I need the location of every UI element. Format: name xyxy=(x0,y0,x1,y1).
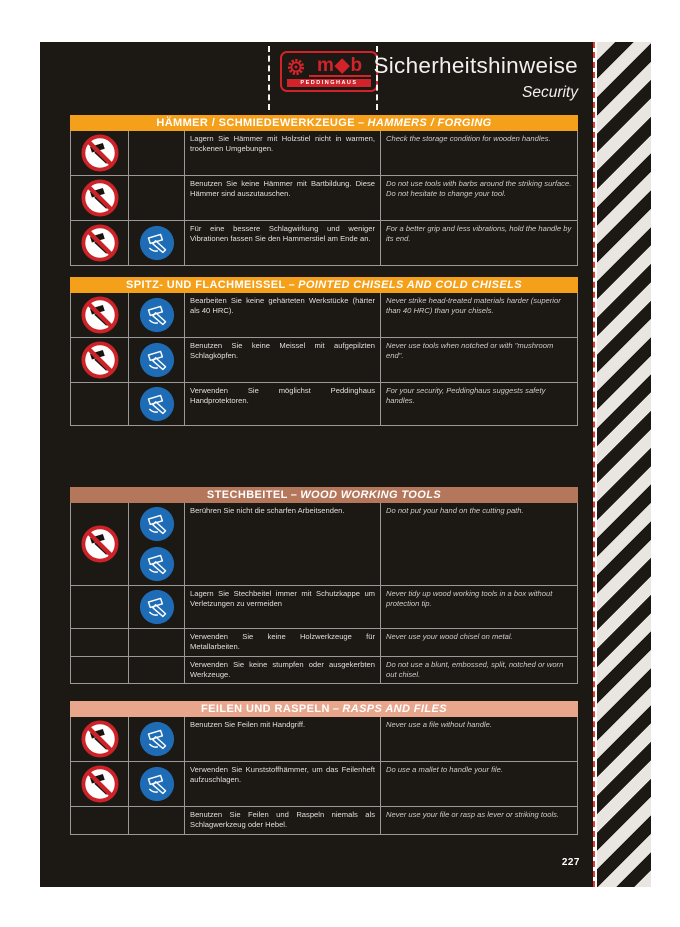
mandatory-cell xyxy=(129,629,185,656)
mandatory-cell xyxy=(129,338,185,382)
mandatory-cell xyxy=(129,293,185,337)
instruction-en: Never strike head-treated materials harder (superior than 40 HRC) than your chisels. xyxy=(386,296,561,316)
red-dashed-crop-line xyxy=(593,42,595,887)
section-title-separator: – xyxy=(357,117,365,129)
page-subtitle: Security xyxy=(522,84,578,101)
prohibition-hard-material-icon xyxy=(81,296,119,334)
safety-table xyxy=(70,293,578,426)
safety-row xyxy=(71,220,577,265)
sections-container xyxy=(70,115,578,835)
instruction-en: Never use your file or rasp as lever or striking tools. xyxy=(386,810,560,819)
section-header-pointed-cold-chisels xyxy=(70,277,578,293)
safety-row xyxy=(71,382,577,425)
section-header-rasps-and-files xyxy=(70,701,578,717)
instruction-de: Für eine bessere Schlagwirkung und weniger Vibrationen fassen Sie den Hammerstiel am Ende an. xyxy=(185,221,381,265)
catalog-page xyxy=(40,42,593,887)
prohibition-cell xyxy=(71,176,129,220)
instruction-de: Lagern Sie Hämmer mit Holzstiel nicht in warmen, trockenen Umgebungen. xyxy=(185,131,381,175)
page-number: 227 xyxy=(561,857,580,868)
instruction-en: Never tidy up wood working tools in a box without protection tip. xyxy=(386,589,553,609)
prohibition-cell xyxy=(71,338,129,382)
mandatory-cell xyxy=(129,717,185,761)
instruction-de: Benutzen Sie keine Hämmer mit Bartbildung. Diese Hämmer sind auszutauschen. xyxy=(185,176,381,220)
prohibition-grip-near-head-icon xyxy=(81,224,119,262)
instruction-de: Benutzen Sie Feilen und Raspeln niemals als Schlagwerkzeug oder Hebel. xyxy=(185,807,381,834)
section-header-wood-working-tools xyxy=(70,487,578,503)
mandatory-mallet-icon xyxy=(139,766,175,802)
instruction-en: Never use a file without handle. xyxy=(386,720,492,729)
safety-row xyxy=(71,175,577,220)
edge-stripes xyxy=(597,42,651,887)
section-hammers-forging xyxy=(70,115,578,266)
instruction-en: Never use your wood chisel on metal. xyxy=(386,632,513,641)
section-title-de: HÄMMER / SCHMIEDEWERKZEUGE xyxy=(156,117,355,129)
mandatory-cell xyxy=(129,657,185,684)
mandatory-protective-cap-icon xyxy=(139,589,175,625)
mandatory-cell xyxy=(129,221,185,265)
section-title-de: STECHBEITEL xyxy=(206,489,288,501)
gear-icon xyxy=(287,58,305,76)
brand-wordmark: m◆b xyxy=(309,57,371,77)
instruction-de: Bearbeiten Sie keine gehärteten Werkstücke (härter als 40 HRC). xyxy=(185,293,381,337)
prohibition-strike-file-icon xyxy=(81,765,119,803)
safety-row xyxy=(71,337,577,382)
section-title-de: SPITZ- UND FLACHMEISSEL xyxy=(126,279,286,291)
page-title: Sicherheitshinweise xyxy=(373,53,578,78)
section-wood-working-tools xyxy=(70,487,578,684)
prohibition-file-without-handle-icon xyxy=(81,720,119,758)
safety-row xyxy=(71,761,577,806)
mandatory-clamp-work-icon xyxy=(139,546,175,582)
mandatory-cut-away-from-hand-icon xyxy=(139,506,175,542)
instruction-de: Verwenden Sie möglichst Peddinghaus Handprotektoren. xyxy=(185,383,381,425)
prohibition-cell xyxy=(71,503,129,585)
mandatory-cell xyxy=(129,807,185,834)
section-header-hammers-forging xyxy=(70,115,578,131)
instruction-de: Benutzen Sie Feilen mit Handgriff. xyxy=(185,717,381,761)
mandatory-grip-end-icon xyxy=(139,225,175,261)
prohibition-touch-edge-icon xyxy=(81,525,119,563)
safety-table xyxy=(70,717,578,835)
safety-table xyxy=(70,131,578,266)
instruction-en: Check the storage condition for wooden handles. xyxy=(386,134,551,143)
prohibition-cell xyxy=(71,657,129,684)
section-pointed-cold-chisels xyxy=(70,277,578,426)
instruction-de: Verwenden Sie keine stumpfen oder ausgekerbten Werkzeuge. xyxy=(185,657,381,684)
instruction-en: For your security, Peddinghaus suggests safety handles. xyxy=(386,386,546,406)
safety-row xyxy=(71,293,577,337)
mandatory-cell xyxy=(129,762,185,806)
mandatory-chisel-use-icon xyxy=(139,297,175,333)
page-header xyxy=(373,53,578,102)
mandatory-file-with-handle-icon xyxy=(139,721,175,757)
instruction-en: For a better grip and less vibrations, hold the handle by its end. xyxy=(386,224,572,244)
section-title-separator: – xyxy=(288,279,296,291)
safety-row xyxy=(71,131,577,175)
mandatory-cell xyxy=(129,586,185,628)
prohibition-mushroom-head-icon xyxy=(81,341,119,379)
mandatory-hand-protector-icon xyxy=(139,386,175,422)
brand-logo xyxy=(280,51,378,92)
prohibition-cell xyxy=(71,629,129,656)
mandatory-dressed-head-icon xyxy=(139,342,175,378)
section-title-en: WOOD WORKING TOOLS xyxy=(300,489,442,501)
mandatory-cell xyxy=(129,176,185,220)
mandatory-cell xyxy=(129,383,185,425)
instruction-de: Lagern Sie Stechbeitel immer mit Schutzkappe um Verletzungen zu vermeiden xyxy=(185,586,381,628)
prohibition-cell xyxy=(71,221,129,265)
safety-table xyxy=(70,503,578,684)
prohibition-cell xyxy=(71,383,129,425)
instruction-de: Berühren Sie nicht die scharfen Arbeitsenden. xyxy=(185,503,381,585)
mandatory-cell xyxy=(129,503,185,585)
section-title-separator: – xyxy=(290,489,298,501)
prohibition-cell xyxy=(71,762,129,806)
dashed-separator-left xyxy=(268,46,270,110)
section-title-en: HAMMERS / FORGING xyxy=(367,117,492,129)
instruction-de: Benutzen Sie keine Meissel mit aufgepilzten Schlagköpfen. xyxy=(185,338,381,382)
instruction-en: Do not use tools with barbs around the striking surface. Do not hesitate to change your tool. xyxy=(386,179,572,199)
instruction-de: Verwenden Sie Kunststoffhämmer, um das Feilenheft aufzuschlagen. xyxy=(185,762,381,806)
prohibition-cell xyxy=(71,807,129,834)
prohibition-storage-icon xyxy=(81,134,119,172)
safety-row xyxy=(71,585,577,628)
section-title-separator: – xyxy=(332,703,340,715)
instruction-en: Never use tools when notched or with "mushroom end". xyxy=(386,341,554,361)
safety-row xyxy=(71,628,577,656)
safety-row xyxy=(71,717,577,761)
instruction-de: Verwenden Sie keine Holzwerkzeuge für Metallarbeiten. xyxy=(185,629,381,656)
safety-row xyxy=(71,503,577,585)
section-title-en: RASPS AND FILES xyxy=(342,703,447,715)
prohibition-cell xyxy=(71,717,129,761)
section-title-en: POINTED CHISELS AND COLD CHISELS xyxy=(298,279,522,291)
prohibition-cell xyxy=(71,131,129,175)
mandatory-cell xyxy=(129,131,185,175)
prohibition-worn-hammer-icon xyxy=(81,179,119,217)
prohibition-cell xyxy=(71,586,129,628)
section-rasps-and-files xyxy=(70,701,578,835)
instruction-en: Do not put your hand on the cutting path. xyxy=(386,506,524,515)
safety-row xyxy=(71,656,577,684)
safety-row xyxy=(71,806,577,834)
instruction-en: Do use a mallet to handle your file. xyxy=(386,765,503,774)
prohibition-cell xyxy=(71,293,129,337)
instruction-en: Do not use a blunt, embossed, split, notched or worn out chisel. xyxy=(386,659,564,679)
brand-subtitle: PEDDINGHAUS xyxy=(287,79,371,87)
section-title-de: FEILEN UND RASPELN xyxy=(201,703,330,715)
